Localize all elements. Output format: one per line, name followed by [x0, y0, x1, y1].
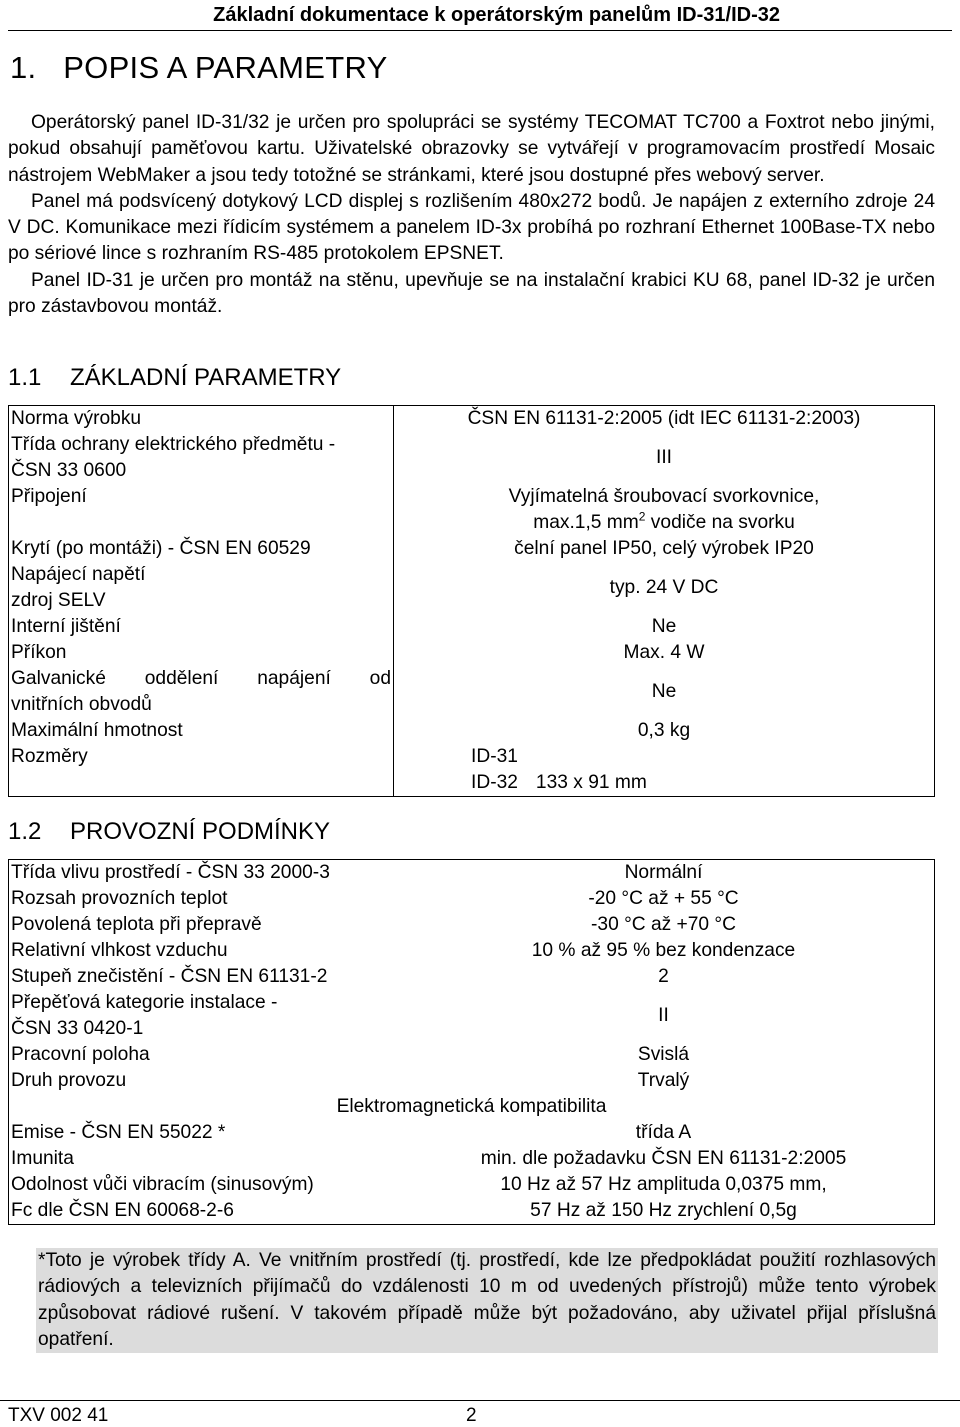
param-label-line: Přepěťová kategorie instalace - — [11, 992, 278, 1013]
table-row — [9, 484, 935, 536]
param-label: Maximální hmotnost — [9, 718, 394, 744]
table-row — [9, 640, 935, 666]
basic-parameters-table — [8, 405, 935, 797]
param-label: Relativní vlhkost vzduchu — [11, 940, 228, 961]
footer-rule — [0, 1400, 960, 1401]
subsection-basic-heading — [8, 364, 341, 392]
table-row — [9, 912, 935, 938]
param-label-line: Třída ochrany elektrického předmětu - — [11, 434, 336, 455]
param-label — [9, 562, 394, 614]
table-row — [9, 562, 935, 614]
param-value-line: Vyjímatelná šroubovací svorkovnice, — [508, 486, 820, 507]
table-row — [9, 1172, 935, 1225]
param-value: 0,3 kg — [637, 720, 691, 741]
param-label: Rozměry — [9, 744, 394, 797]
intro-paragraph-1: Operátorský panel ID-31/32 je určen pro spolupráci se systémy TECOMAT TC700 a Foxtrot nebo jinými, pokud obsahují paměťovou kartu. Uživatelské obrazovky se vytvářejí v programovacím prostředí Mosaic nástrojem WebMaker a jsou tedy totožné se stránkami, které jsou dostupné přes webový server. — [8, 112, 935, 186]
param-label: Povolená teplota při přepravě — [11, 914, 262, 935]
param-label: Pracovní poloha — [11, 1044, 150, 1065]
superscript: 2 — [638, 509, 646, 524]
value-part: max.1,5 mm — [533, 512, 639, 533]
param-label — [9, 990, 394, 1042]
param-label: Interní jištění — [9, 614, 394, 640]
param-label-line: Galvanické oddělení napájení od — [11, 668, 391, 689]
footnote-warning: *Toto je výrobek třídy A. Ve vnitřním prostředí (tj. prostředí, kde lze předpokládat použití rozhlasových rádiových a televizních přijímačů do vzdálenosti 10 m od uvedených přístrojů) může tento výrobek způsobovat rádiové rušení. V takovém případě může být požadováno, aby uživatel přijal příslušná opatření. — [36, 1248, 938, 1353]
subsection-title: ZÁKLADNÍ PARAMETRY — [70, 364, 342, 391]
dims-line-id31: ID-31 — [471, 746, 518, 767]
table-row — [9, 744, 935, 797]
param-label — [9, 666, 394, 718]
param-value-line: 57 Hz až 150 Hz zrychlení 0,5g — [530, 1200, 797, 1221]
subsection-number: 1.1 — [8, 364, 42, 391]
param-label: Rozsah provozních teplot — [11, 888, 228, 909]
table-row — [9, 1068, 935, 1094]
param-label-line: Napájecí napětí — [11, 564, 146, 585]
param-label — [9, 1172, 394, 1225]
param-label — [9, 432, 394, 484]
table-row — [9, 964, 935, 990]
intro-paragraph-3: Panel ID-31 je určen pro montáž na stěnu, upevňuje se na instalační krabici KU 68, panel ID-32 je určen pro zástavbovou montáž. — [8, 269, 935, 318]
param-value: Normální — [624, 862, 703, 883]
param-label-line: Odolnost vůči vibracím (sinusovým) — [11, 1174, 314, 1195]
table-row — [9, 1042, 935, 1068]
param-value: typ. 24 V DC — [609, 577, 719, 598]
param-label: Stupeň znečistění - ČSN EN 61131-2 — [11, 966, 328, 987]
table-row — [9, 1120, 935, 1146]
param-value: Ne — [651, 616, 677, 637]
operating-conditions-table — [8, 859, 935, 1225]
subsection-number: 1.2 — [8, 818, 42, 845]
table-row — [9, 432, 935, 484]
param-label: Imunita — [11, 1148, 74, 1169]
table-row — [9, 718, 935, 744]
param-label-line: zdroj SELV — [11, 590, 106, 611]
intro-paragraph-2: Panel má podsvícený dotykový LCD displej s rozlišením 480x272 bodů. Je napájen z externího zdroje 24 V DC. Komunikace mezi řídicím systémem a panelem ID-3x probíhá po rozhraní Ethernet 100Base-TX nebo po sériové lince s rozhraním RS-485 protokolem EPSNET. — [8, 190, 935, 265]
param-value — [393, 1172, 935, 1225]
emc-heading: Elektromagnetická kompatibilita — [336, 1096, 607, 1117]
param-label-line: ČSN 33 0420-1 — [11, 1018, 144, 1039]
param-value: 2 — [658, 966, 669, 987]
param-value: Svislá — [637, 1044, 690, 1065]
footer-document-code: TXV 002 41 — [8, 1405, 109, 1426]
param-value: III — [656, 447, 672, 468]
footer-page-number: 2 — [466, 1405, 477, 1426]
param-label: Krytí (po montáži) - ČSN EN 60529 — [9, 536, 394, 562]
param-value: třída A — [635, 1122, 692, 1143]
param-value: -20 °C až + 55 °C — [588, 888, 739, 909]
table-row — [9, 1094, 935, 1120]
param-value: Max. 4 W — [623, 642, 705, 663]
table-row — [9, 614, 935, 640]
param-label: Připojení — [9, 484, 394, 536]
param-label: Emise - ČSN EN 55022 * — [11, 1122, 226, 1143]
param-value: II — [658, 1005, 669, 1026]
table-row — [9, 938, 935, 964]
table-row — [9, 666, 935, 718]
param-label: Druh provozu — [11, 1070, 127, 1091]
param-value: -30 °C až +70 °C — [591, 914, 736, 935]
param-value-line — [396, 510, 932, 536]
param-value — [394, 744, 935, 797]
param-value — [394, 484, 935, 536]
table-row — [9, 1146, 935, 1172]
param-value: min. dle požadavku ČSN EN 61131-2:2005 — [480, 1148, 847, 1169]
param-label-line: ČSN 33 0600 — [11, 460, 127, 481]
section-title: 1. POPIS A PARAMETRY — [10, 50, 388, 85]
param-label: Norma výrobku — [9, 406, 394, 433]
subsection-operating-heading — [8, 818, 330, 846]
param-value: 10 % až 95 % bez kondenzace — [531, 940, 796, 961]
dims-value: 133 x 91 mm — [535, 772, 647, 793]
table-row — [9, 990, 935, 1042]
intro-text — [8, 110, 935, 320]
param-value: ČSN EN 61131-2:2005 (idt IEC 61131-2:2003) — [467, 408, 861, 429]
subsection-title: PROVOZNÍ PODMÍNKY — [70, 818, 331, 845]
dimensions-block — [471, 744, 647, 796]
param-value: čelní panel IP50, celý výrobek IP20 — [514, 538, 814, 559]
param-value-line: 10 Hz až 57 Hz amplituda 0,0375 mm, — [500, 1174, 827, 1195]
value-part: vodiče na svorku — [645, 512, 795, 533]
document-header: Základní dokumentace k operátorským panelům ID-31/ID-32 — [213, 4, 780, 26]
param-label-line: Fc dle ČSN EN 60068-2-6 — [11, 1200, 234, 1221]
dims-line-id32 — [471, 770, 647, 796]
dims-model: ID-32 — [471, 772, 518, 793]
table-row — [9, 886, 935, 912]
header-rule — [8, 30, 952, 31]
table-row — [9, 860, 935, 887]
param-label: Příkon — [9, 640, 394, 666]
table-row — [9, 536, 935, 562]
param-label-line: vnitřních obvodů — [11, 694, 152, 715]
param-value: Ne — [651, 681, 677, 702]
table-row — [9, 406, 935, 433]
param-label: Třída vlivu prostředí - ČSN 33 2000-3 — [11, 862, 330, 883]
param-value: Trvalý — [637, 1070, 690, 1091]
